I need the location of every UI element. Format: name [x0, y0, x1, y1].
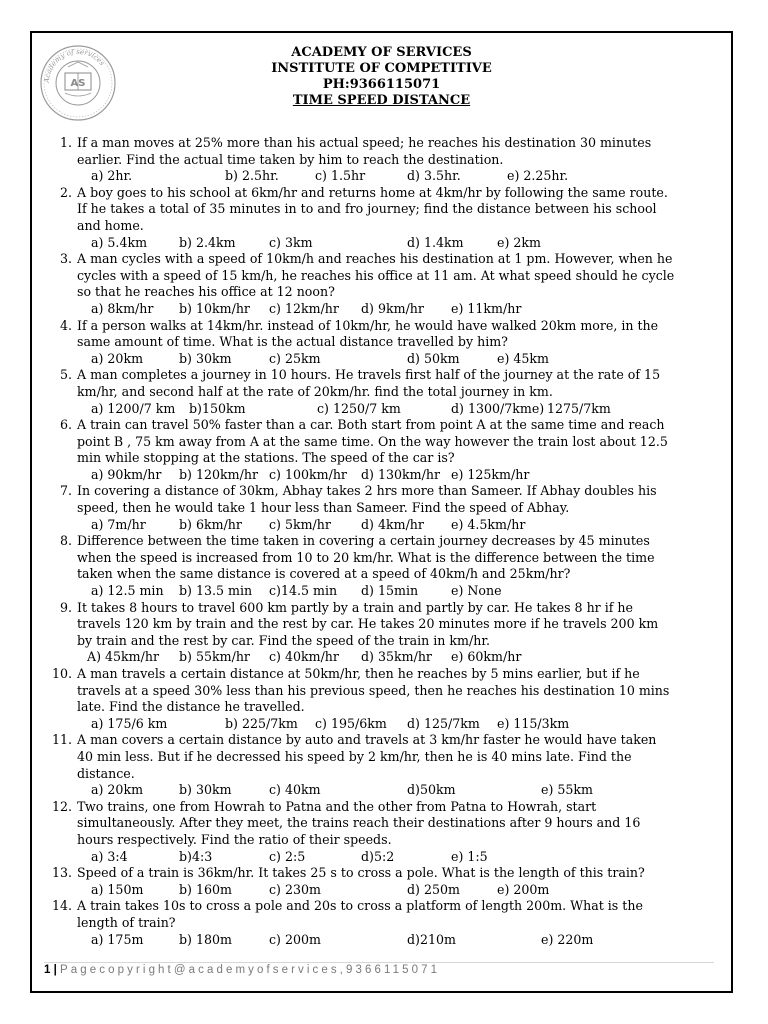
question-text-line: If he takes a total of 35 minutes in to and fro journey; find the distance between his school	[77, 201, 657, 217]
answer-option: c) 5km/hr	[269, 516, 331, 532]
question-text-line: A man travels a certain distance at 50km/hr, then he reaches by 5 mins earlier, but if he	[77, 666, 640, 681]
question-text-line: 40 min less. But if he decressed his speed by 2 km/hr, then he is 40 mins late. Find the	[77, 748, 632, 764]
answer-option: c) 200m	[269, 931, 321, 947]
question-text-line: If a man moves at 25% more than his actual speed; he reaches his destination 30 minutes	[77, 135, 652, 150]
answer-option: b) 13.5 min	[179, 583, 253, 599]
answer-options	[77, 235, 724, 252]
answer-option: d) 3.5hr.	[407, 168, 461, 184]
answer-options	[77, 351, 724, 368]
answer-option: a) 150m	[91, 881, 144, 897]
question-item	[44, 135, 724, 185]
question-number: 3.	[59, 251, 72, 267]
question-number: 1.	[59, 135, 72, 150]
answer-options	[77, 168, 724, 185]
answer-option: e) 115/3km	[497, 715, 570, 731]
answer-option: c) 195/6km	[315, 715, 387, 731]
question-body	[77, 865, 724, 898]
answer-option: e) 2.25hr.	[507, 168, 569, 184]
answer-option: c)14.5 min	[269, 583, 338, 599]
answer-option: b) 30km	[179, 350, 232, 366]
question-number: 14.	[51, 898, 72, 914]
answer-options	[77, 467, 724, 484]
question-text-line: late. Find the distance he travelled.	[77, 699, 305, 715]
answer-option: A) 45km/hr	[87, 649, 159, 665]
question-number: 2.	[59, 184, 72, 200]
question-item	[44, 799, 724, 865]
footer-copyright: Pagecopyright@academyofservices,9366115071	[60, 964, 441, 976]
answer-option: b) 160m	[179, 881, 232, 897]
page-number: 1	[44, 964, 51, 976]
answer-options	[77, 649, 724, 666]
answer-option: e) None	[451, 583, 502, 599]
answer-option: a) 3:4	[91, 848, 128, 864]
question-text-line: earlier. Find the actual time taken by him to reach the destination.	[77, 151, 504, 167]
document-page	[30, 31, 733, 993]
question-text-line: It takes 8 hours to travel 600 km partly by a train and partly by car. He takes 8 hr if he	[77, 599, 633, 615]
document-header	[32, 45, 731, 109]
answer-option: e) 220m	[541, 931, 594, 947]
answer-option: a) 90km/hr	[91, 466, 162, 482]
answer-option: c) 40km/hr	[269, 649, 339, 665]
answer-options	[77, 401, 724, 418]
question-text-line: when the speed is increased from 10 to 20 km/hr. What is the difference between the time	[77, 549, 655, 565]
question-text-line: A train takes 10s to cross a pole and 20s to cross a platform of length 200m. What is the	[77, 898, 643, 914]
question-text-line: In covering a distance of 30km, Abhay takes 2 hrs more than Sameer. If Abhay doubles his	[77, 483, 657, 499]
answer-options	[77, 782, 724, 799]
question-text-line: and home.	[77, 217, 144, 233]
question-number: 6.	[59, 417, 72, 433]
page-footer	[44, 962, 714, 976]
footer-separator: |	[53, 964, 57, 976]
answer-option: e) 11km/hr	[451, 300, 522, 316]
answer-option: c) 40km	[269, 782, 321, 798]
question-text-line: point B , 75 km away from A at the same time. On the way however the train lost about 12.5	[77, 433, 668, 449]
answer-option: d) 250m	[407, 881, 460, 897]
answer-options	[77, 716, 724, 733]
answer-option: a) 12.5 min	[91, 583, 164, 599]
question-body	[77, 799, 724, 865]
answer-option: d) 125/7km	[407, 715, 480, 731]
question-text-line: by train and the rest by car. Find the speed of the train in km/hr.	[77, 632, 490, 648]
question-text-line: Difference between the time taken in covering a certain journey decreases by 45 minutes	[77, 533, 650, 549]
question-number: 10.	[51, 666, 72, 681]
answer-option: a) 1200/7 km	[91, 400, 176, 416]
question-number: 4.	[59, 317, 72, 333]
answer-option: e) 125km/hr	[451, 466, 530, 482]
question-text-line: A train can travel 50% faster than a car. Both start from point A at the same time and reach	[77, 417, 665, 433]
question-text-line: travels 120 km by train and the rest by car. He takes 20 minutes more if he travels 200 km	[77, 616, 659, 632]
answer-option: a) 20km	[91, 350, 144, 366]
answer-options	[77, 849, 724, 866]
answer-option: c) 12km/hr	[269, 300, 339, 316]
question-text-line: so that he reaches his office at 12 noon?	[77, 284, 335, 300]
question-text-line: Two trains, one from Howrah to Patna and the other from Patna to Howrah, start	[77, 798, 597, 814]
question-text-line: Speed of a train is 36km/hr. It takes 25 s to cross a pole. What is the length of this train?	[77, 865, 645, 881]
question-body	[77, 251, 724, 317]
question-text-line: travels at a speed 30% less than his previous speed, then he reaches his destination 10 mins	[77, 682, 670, 698]
answer-option: b) 55km/hr	[179, 649, 250, 665]
question-text-line: A boy goes to his school at 6km/hr and returns home at 4km/hr by following the same route.	[77, 184, 668, 200]
question-text-line: simultaneously. After they meet, the trains reach their destinations after 9 hours and 16	[77, 815, 641, 831]
answer-option: b) 6km/hr	[179, 516, 242, 532]
answer-option: a) 20km	[91, 782, 144, 798]
answer-options	[77, 882, 724, 899]
question-text-line: km/hr, and second half at the rate of 20km/hr. find the total journey in km.	[77, 383, 553, 399]
question-item	[44, 533, 724, 599]
question-number: 5.	[59, 367, 72, 383]
question-item	[44, 367, 724, 417]
question-item	[44, 417, 724, 483]
answer-option: d) 1300/7kme)	[451, 400, 545, 416]
answer-option: a) 175m	[91, 931, 144, 947]
question-body	[77, 318, 724, 368]
answer-option: e) 2km	[497, 234, 541, 250]
question-number: 9.	[59, 599, 72, 615]
answer-option: c) 3km	[269, 234, 313, 250]
answer-option: d) 1.4km	[407, 234, 464, 250]
answer-option: b) 225/7km	[225, 715, 298, 731]
answer-option: d) 9km/hr	[361, 300, 424, 316]
answer-option: 1275/7km	[547, 400, 611, 416]
question-body	[77, 367, 724, 417]
answer-option: c) 100km/hr	[269, 466, 347, 482]
answer-option: a) 8km/hr	[91, 300, 154, 316]
question-item	[44, 898, 724, 948]
answer-options	[77, 517, 724, 534]
answer-option: e) 4.5km/hr	[451, 516, 526, 532]
question-item	[44, 600, 724, 666]
question-item	[44, 865, 724, 898]
question-text-line: same amount of time. What is the actual distance travelled by him?	[77, 334, 508, 350]
answer-option: e) 45km	[497, 350, 549, 366]
question-text-line: cycles with a speed of 15 km/h, he reaches his office at 11 am. At what speed should he cycle	[77, 267, 675, 283]
seal-ring-text: Academy of services	[42, 47, 107, 84]
question-text-line: A man completes a journey in 10 hours. He travels first half of the journey at the rate of 15	[77, 367, 661, 383]
question-body	[77, 135, 724, 185]
answer-options	[77, 583, 724, 600]
question-item	[44, 185, 724, 251]
answer-option: a) 175/6 km	[91, 715, 168, 731]
answer-option: b) 2.5hr.	[225, 168, 279, 184]
answer-option: e) 60km/hr	[451, 649, 522, 665]
answer-option: d)50km	[407, 782, 456, 798]
question-text-line: distance.	[77, 765, 135, 781]
question-body	[77, 417, 724, 483]
question-body	[77, 600, 724, 666]
answer-option: d) 130km/hr	[361, 466, 440, 482]
header-topic-title: TIME SPEED DISTANCE	[292, 93, 471, 108]
header-institute: INSTITUTE OF COMPETITIVE	[271, 61, 492, 76]
question-body	[77, 185, 724, 251]
question-item	[44, 732, 724, 798]
answer-option: d) 15min	[361, 583, 419, 599]
answer-option: b) 2.4km	[179, 234, 236, 250]
answer-option: b) 30km	[179, 782, 232, 798]
header-phone: PH:9366115071	[322, 77, 441, 92]
seal-letters: AS	[70, 78, 86, 89]
question-body	[77, 666, 724, 732]
answer-options	[77, 301, 724, 318]
question-text-line: taken when the same distance is covered at a speed of 40km/h and 25km/hr?	[77, 566, 571, 582]
answer-option: e) 200m	[497, 881, 550, 897]
answer-option: d) 50km	[407, 350, 460, 366]
answer-options	[77, 932, 724, 949]
answer-option: e) 1:5	[451, 848, 488, 864]
answer-option: a) 5.4km	[91, 234, 148, 250]
question-text-line: min while stopping at the stations. The speed of the car is?	[77, 450, 455, 466]
question-item	[44, 318, 724, 368]
answer-option: a) 2hr.	[91, 168, 133, 184]
answer-option: d) 35km/hr	[361, 649, 432, 665]
answer-option: b)150km	[189, 400, 246, 416]
question-text-line: A man covers a certain distance by auto and travels at 3 km/hr faster he would have taken	[77, 732, 657, 748]
question-number: 8.	[59, 533, 72, 549]
question-text-line: speed, then he would take 1 hour less than Sameer. Find the speed of Abhay.	[77, 500, 570, 516]
question-text-line: length of train?	[77, 914, 176, 930]
question-body	[77, 732, 724, 798]
question-number: 7.	[59, 483, 72, 499]
answer-option: c) 230m	[269, 881, 321, 897]
question-body	[77, 898, 724, 948]
question-item	[44, 666, 724, 732]
answer-option: d)210m	[407, 931, 456, 947]
answer-option: b) 180m	[179, 931, 232, 947]
header-academy-name: ACADEMY OF SERVICES	[291, 45, 472, 60]
question-text-line: hours respectively. Find the ratio of their speeds.	[77, 831, 392, 847]
question-body	[77, 483, 724, 533]
question-number: 11.	[51, 732, 72, 748]
answer-option: c) 1250/7 km	[317, 400, 401, 416]
answer-option: b)4:3	[179, 848, 213, 864]
answer-option: b) 10km/hr	[179, 300, 250, 316]
question-item	[44, 251, 724, 317]
answer-option: a) 7m/hr	[91, 516, 146, 532]
question-list	[44, 135, 724, 948]
question-text-line: A man cycles with a speed of 10km/h and reaches his destination at 1 pm. However, when he	[77, 251, 673, 267]
question-text-line: If a person walks at 14km/hr. instead of 10km/hr, he would have walked 20km more, in the	[77, 317, 659, 333]
answer-option: d)5:2	[361, 848, 395, 864]
answer-option: b) 120km/hr	[179, 466, 258, 482]
question-number: 13.	[51, 865, 72, 881]
answer-option: c) 1.5hr	[315, 168, 366, 184]
answer-option: c) 2:5	[269, 848, 306, 864]
answer-option: e) 55km	[541, 782, 593, 798]
question-item	[44, 483, 724, 533]
answer-option: d) 4km/hr	[361, 516, 424, 532]
answer-option: c) 25km	[269, 350, 321, 366]
question-number: 12.	[51, 798, 72, 814]
question-body	[77, 533, 724, 599]
